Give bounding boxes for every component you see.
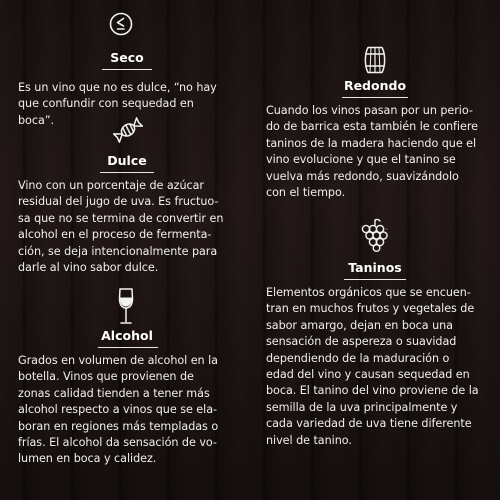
body-line: Elementos orgánicos que se encuen-	[266, 286, 471, 299]
section-body	[266, 285, 484, 449]
section-redondo	[266, 46, 484, 200]
less-equal-circle-icon	[109, 12, 133, 36]
title-underline	[98, 347, 158, 348]
body-line: sensación de aspereza o suavidad	[266, 335, 457, 349]
section-title: Dulce	[107, 153, 147, 168]
body-line: do de barrica esta también le confiere	[266, 120, 478, 134]
body-line: dependiendo de la maduración o	[266, 351, 450, 365]
body-line: Es un vino que no es dulce, “no hay	[18, 81, 217, 94]
grapes-icon	[360, 218, 390, 252]
section-body	[18, 178, 236, 276]
title-underline	[344, 279, 406, 280]
section-title: Seco	[110, 50, 144, 65]
body-line: Grados en volumen de alcohol en la	[18, 354, 218, 367]
section-body	[18, 353, 236, 468]
candy-icon	[112, 116, 144, 144]
barrel-icon	[363, 46, 387, 74]
body-line: vino evolucione y que el tanino se	[266, 153, 456, 167]
body-line: ción, se deja intencionalmente para	[18, 244, 218, 258]
section-alcohol	[18, 288, 236, 468]
body-line: residual del jugo de uva. Es fructuo-	[18, 195, 219, 209]
body-line: boca. El tanino del vino proviene de la	[266, 384, 479, 398]
body-line: tran en muchos frutos y vegetales de	[266, 302, 475, 316]
section-title: Taninos	[348, 260, 402, 275]
body-line: zonas calidad tienden a tener más	[18, 386, 210, 400]
section-dulce	[18, 113, 236, 276]
body-line: semilla de la uva principalmente y	[266, 400, 458, 414]
title-underline	[100, 172, 154, 173]
body-line: cada variedad de uva tiene diferente	[266, 417, 472, 431]
section-body	[266, 103, 484, 201]
body-line: Cuando los vinos pasan por un perio-	[266, 104, 473, 117]
body-line: alcohol en el proceso de fermenta-	[18, 228, 212, 242]
wine-glass-icon	[117, 288, 135, 326]
section-title: Redondo	[343, 78, 407, 93]
body-line: nivel de tanino.	[266, 433, 352, 447]
section-taninos	[266, 218, 484, 448]
body-line: frías. El alcohol da sensación de vo-	[18, 436, 217, 450]
title-underline	[342, 97, 408, 98]
body-line: sabor amargo, dejan en boca una	[266, 318, 453, 332]
body-line: Vino con un porcentaje de azúcar	[18, 179, 204, 192]
body-line: boca”.	[18, 113, 55, 127]
body-line: alcohol respecto a vinos que se ela-	[18, 403, 217, 417]
body-line: que confundir con sequedad en	[18, 97, 194, 111]
body-line: darle al vino sabor dulce.	[18, 261, 159, 275]
body-line: edad del vino y causan sequedad en	[266, 368, 470, 382]
body-line: taninos de la madera haciendo que el	[266, 136, 477, 150]
title-underline	[102, 69, 152, 70]
body-line: lumen en boca y calidez.	[18, 452, 157, 466]
body-line: boran en regiones más templadas o	[18, 419, 219, 433]
body-line: vuelva más redondo, suavizándolo	[266, 169, 459, 183]
body-line: con el tiempo.	[266, 186, 346, 200]
section-seco	[18, 10, 236, 128]
body-line: sa que no se termina de convertir en	[18, 211, 224, 225]
section-title: Alcohol	[101, 328, 153, 343]
body-line: botella. Vinos que provienen de	[18, 370, 194, 384]
